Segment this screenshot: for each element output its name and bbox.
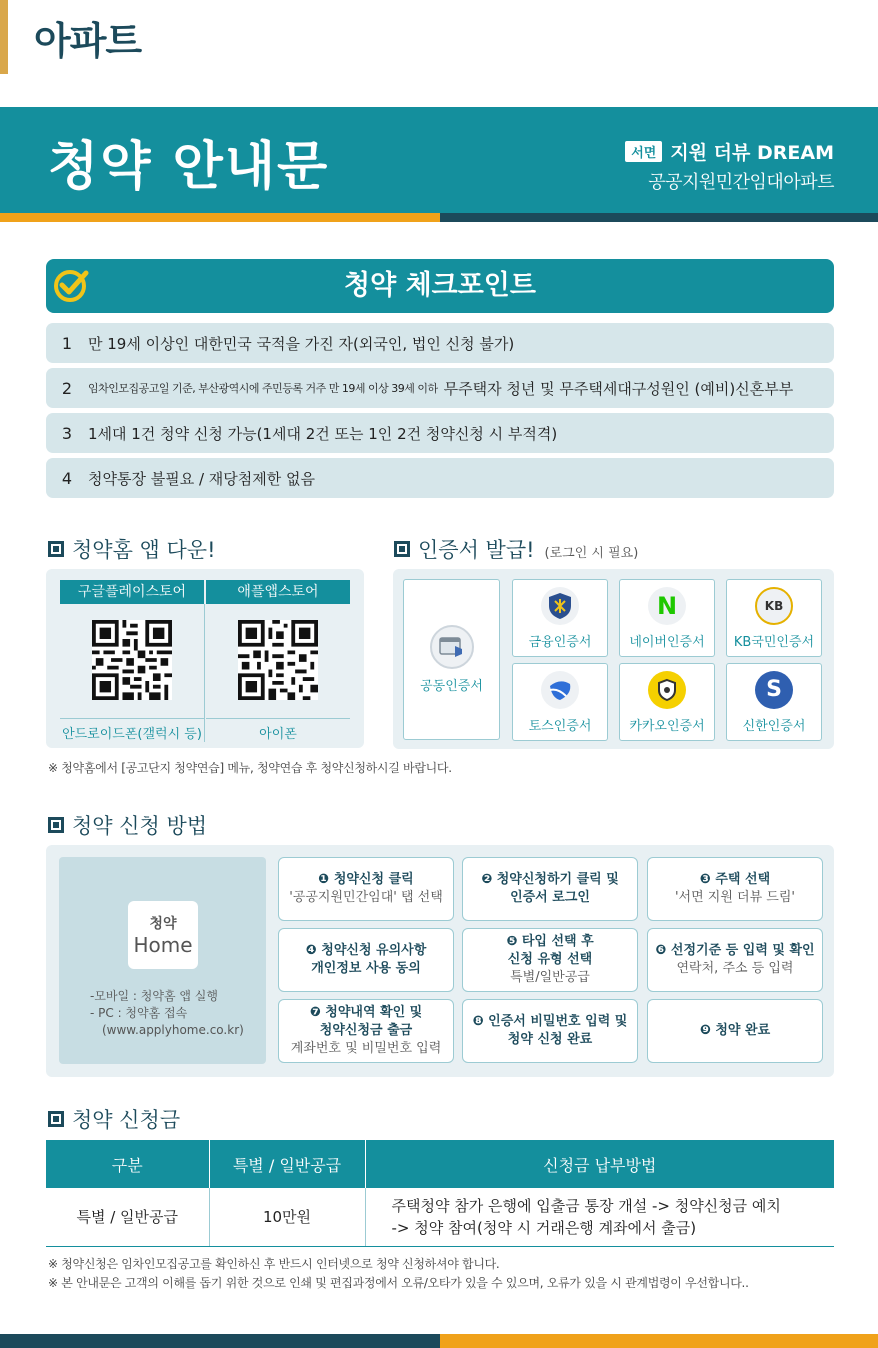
kb-icon: KB [755, 587, 793, 625]
check-circle-icon [52, 265, 92, 305]
square-bullet-icon [48, 541, 64, 557]
cert-kb[interactable] [726, 579, 822, 657]
mobile-text: -모바일 : 청약홈 앱 실행 [90, 989, 218, 1003]
qr-code-icon [238, 620, 318, 700]
cell-method [365, 1188, 834, 1246]
applyhome-logo [128, 901, 198, 969]
store-device: 안드로이드폰(갤럭시 등) [60, 718, 204, 742]
column-header: 구분 [46, 1140, 209, 1188]
column-header: 특별 / 일반공급 [209, 1140, 365, 1188]
location-badge: 서면 [625, 141, 662, 162]
google-store-card[interactable] [60, 580, 204, 742]
page-title: 청약 안내문 [48, 137, 330, 197]
item-number: 2 [61, 378, 73, 398]
cert-naver[interactable] [619, 579, 715, 657]
checkpoint-item [46, 323, 834, 363]
checkpoint-title: 청약 체크포인트 [344, 270, 536, 301]
cert-label: 공동인증서 [420, 679, 483, 694]
step-1: ❶ 청약신청 클릭 '공공지원민간임대' 탭 선택 [278, 857, 454, 921]
financial-cert-icon [541, 587, 579, 625]
item-number: 4 [61, 468, 73, 488]
item-number: 3 [61, 423, 73, 443]
checkpoint-item [46, 413, 834, 453]
item-text: 청약통장 불필요 / 재당첨제한 없음 [88, 469, 315, 488]
table-row [46, 1188, 834, 1246]
stripe-orange [0, 213, 440, 222]
kakao-icon [648, 671, 686, 709]
checkpoint-item [46, 458, 834, 498]
fee-title-text: 청약 신청금 [72, 1108, 181, 1132]
divider [204, 604, 205, 742]
shinhan-icon: S [755, 671, 793, 709]
store-device: 아이폰 [206, 718, 350, 742]
accent-bar [0, 0, 8, 74]
applyhome-access [90, 988, 244, 1039]
footer-stripe-orange [440, 1334, 878, 1348]
step-5: ❺ 타입 선택 후 신청 유형 선택 특별/일반공급 [462, 928, 638, 992]
cert-title-text: 인증서 발급! [418, 538, 535, 562]
cert-label: 토스인증서 [528, 718, 592, 734]
url-text: (www.applyhome.co.kr) [102, 1023, 244, 1037]
footer-stripe-navy [0, 1334, 440, 1348]
cell-amount: 10만원 [209, 1188, 365, 1246]
square-bullet-icon [394, 541, 410, 557]
method-line-1: 주택청약 참가 은행에 입출금 통장 개설 -> 청약신청금 예치 [391, 1196, 781, 1215]
cert-section-title [394, 534, 638, 564]
step-7: ❼ 청약내역 확인 및 청약신청금 출금 계좌번호 및 비밀번호 입력 [278, 999, 454, 1063]
naver-icon: N [648, 587, 686, 625]
app-title-text: 청약홈 앱 다운! [72, 538, 216, 562]
joint-cert-box[interactable] [403, 579, 500, 740]
cert-shinhan[interactable] [726, 663, 822, 741]
pc-text: - PC : 청약홈 접속 [90, 1006, 188, 1020]
item-text: 무주택자 청년 및 무주택세대구성원인 (예비)신혼부부 [443, 379, 794, 398]
store-name: 구글플레이스토어 [60, 580, 204, 604]
process-section-title [48, 810, 207, 840]
cert-toss[interactable] [512, 663, 608, 741]
logo-bottom: Home [133, 933, 193, 957]
column-header: 신청금 납부방법 [365, 1140, 834, 1188]
cert-label: 금융인증서 [528, 634, 592, 650]
table-header-row [46, 1140, 834, 1188]
fee-table [46, 1140, 834, 1247]
cell-type: 특별 / 일반공급 [46, 1188, 209, 1246]
checkpoint-header [46, 259, 834, 313]
brand-subtitle: 공공지원민간임대아파트 [648, 172, 834, 193]
square-bullet-icon [48, 1111, 64, 1127]
step-9: ❾ 청약 완료 [647, 999, 823, 1063]
square-bullet-icon [48, 817, 64, 833]
logo-top: 청약 [149, 916, 177, 932]
checkpoint-item [46, 368, 834, 408]
step-2: ❷ 청약신청하기 클릭 및 인증서 로그인 [462, 857, 638, 921]
cert-subtitle: (로그인 시 필요) [544, 545, 639, 561]
app-note: ※ 청약홈에서 [공고단지 청약연습] 메뉴, 청약연습 후 청약신청하시길 바랍니다. [48, 761, 452, 775]
toss-icon [541, 671, 579, 709]
item-text: 1세대 1건 청약 신청 가능(1세대 2건 또는 1인 2건 청약신청 시 부적격) [88, 424, 558, 443]
qr-code-icon [92, 620, 172, 700]
brand-block [625, 138, 834, 194]
cert-financial[interactable] [512, 579, 608, 657]
cert-label: 카카오인증서 [629, 718, 705, 734]
fee-section-title [48, 1104, 180, 1134]
category-title: 아파트 [34, 19, 142, 63]
stripe-navy [440, 213, 878, 222]
item-number: 1 [61, 333, 73, 353]
step-4: ❹ 청약신청 유의사항 개인정보 사용 동의 [278, 928, 454, 992]
fee-note-2: ※ 본 안내문은 고객의 이해를 돕기 위한 것으로 인쇄 및 편집과정에서 오류/오타가 있을 수 있으며, 오류가 있을 시 관계법령이 우선합니다.. [48, 1276, 749, 1290]
apple-store-card[interactable] [206, 580, 350, 742]
joint-cert-icon [430, 625, 474, 669]
cert-label: 신한인증서 [742, 718, 806, 734]
cert-kakao[interactable] [619, 663, 715, 741]
item-text: 만 19세 이상인 대한민국 국적을 가진 자(외국인, 법인 신청 불가) [88, 334, 515, 353]
cert-label: 네이버인증서 [629, 634, 705, 650]
step-8: ❽ 인증서 비밀번호 입력 및 청약 신청 완료 [462, 999, 638, 1063]
item-condition: 임차인모집공고일 기준, 부산광역시에 주민등록 거주 만 19세 이상 39세 이하 [88, 382, 438, 395]
process-title-text: 청약 신청 방법 [72, 814, 208, 838]
step-3: ❸ 주택 선택 '서면 지원 더뷰 드림' [647, 857, 823, 921]
fee-note-1: ※ 청약신청은 임차인모집공고를 확인하신 후 반드시 인터넷으로 청약 신청하셔야 합니다. [48, 1257, 500, 1271]
step-6: ❻ 선정기준 등 입력 및 확인 연락처, 주소 등 입력 [647, 928, 823, 992]
brand-name: 지원 더뷰 DREAM [670, 142, 834, 164]
app-section-title [48, 534, 216, 564]
cert-label: KB국민인증서 [733, 634, 815, 650]
store-name: 애플앱스토어 [206, 580, 350, 604]
method-line-2: -> 청약 참여(청약 시 거래은행 계좌에서 출금) [391, 1218, 697, 1237]
